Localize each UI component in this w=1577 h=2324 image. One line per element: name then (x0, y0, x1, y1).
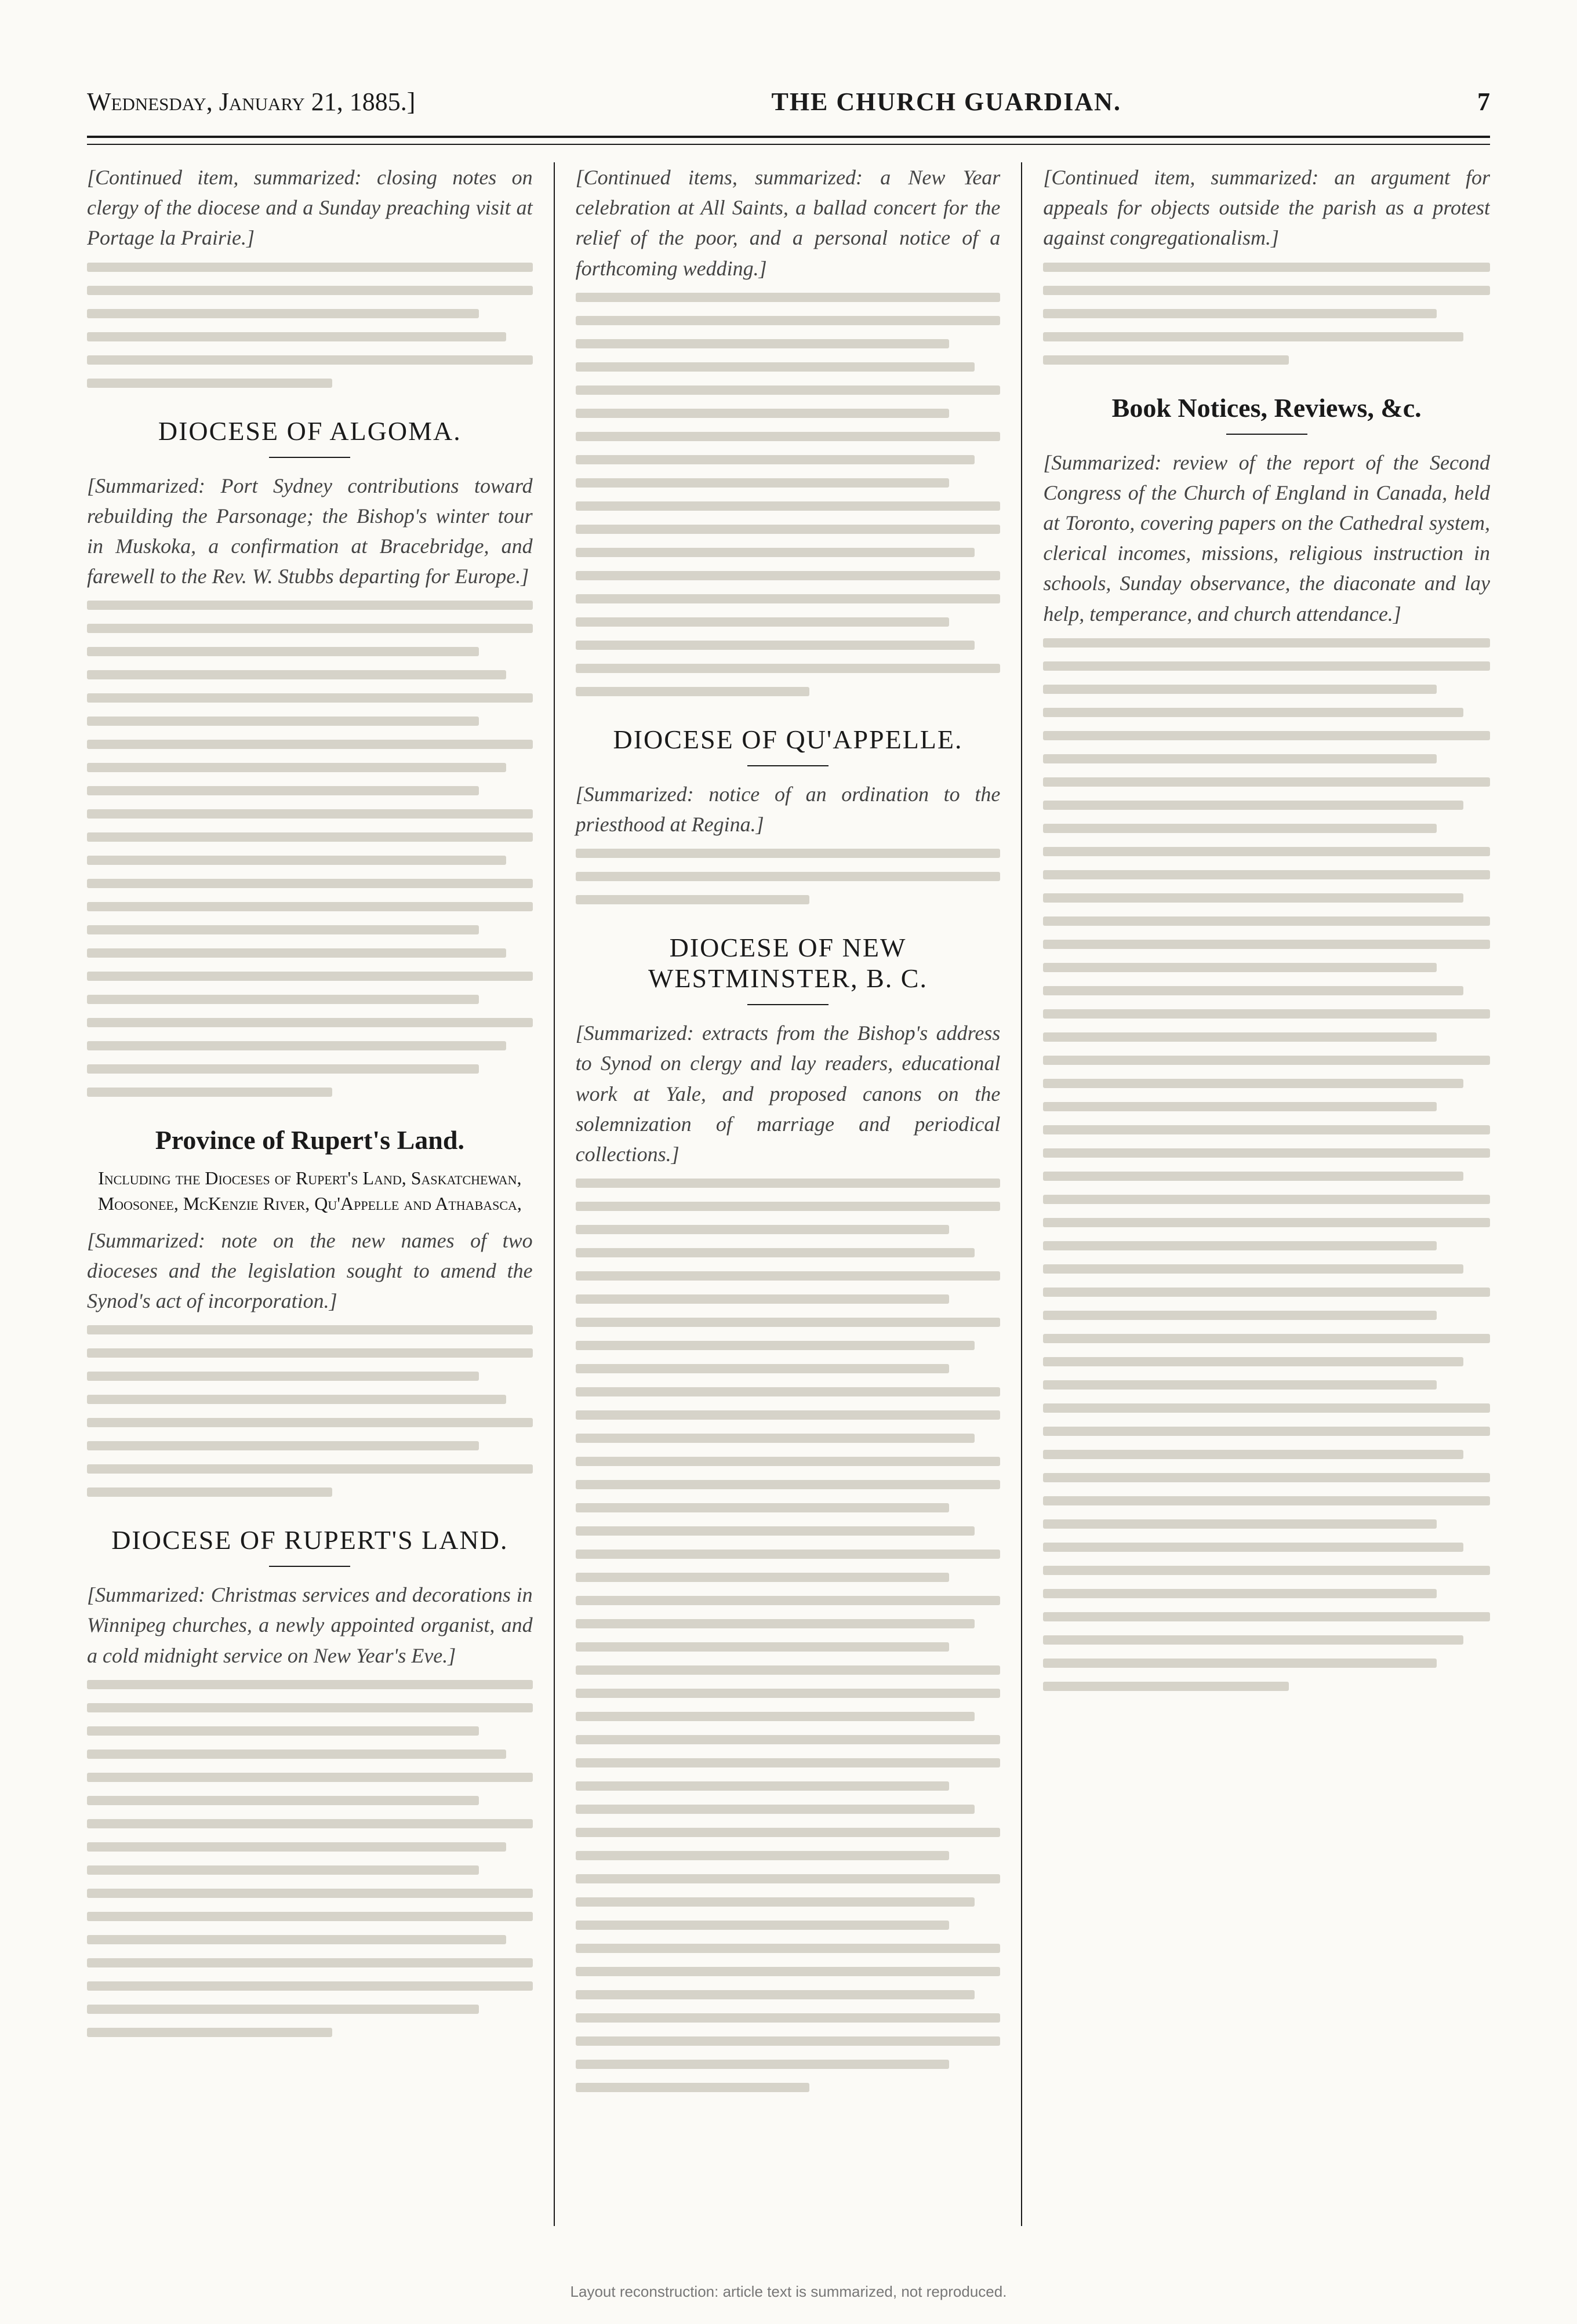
text-line-placeholder (1043, 1635, 1463, 1645)
section-heading: DIOCESE OF NEW WESTMINSTER, B. C. (648, 933, 928, 994)
newspaper-title: THE CHURCH GUARDIAN. (771, 88, 1121, 116)
text-line-placeholder (576, 1758, 1001, 1767)
text-line-placeholder (576, 895, 809, 904)
text-line-placeholder (1043, 1264, 1463, 1274)
text-line-placeholder (87, 1912, 533, 1921)
text-line-placeholder (576, 1828, 1001, 1837)
text-line-placeholder (87, 2005, 479, 2014)
text-line-placeholder (576, 1271, 1001, 1281)
text-line-placeholder (576, 641, 975, 650)
text-line-placeholder (87, 1750, 506, 1759)
text-line-placeholder (1043, 1659, 1436, 1668)
text-line-placeholder (576, 1248, 975, 1257)
text-line-placeholder (1043, 1241, 1436, 1250)
text-line-placeholder (576, 1573, 950, 1582)
article-section (87, 162, 533, 388)
article-summary: [Summarized: note on the new names of two dioceses and the legislation sought to amend the Synod's act of incorporation.] (87, 1228, 533, 1313)
text-line-placeholder (576, 1967, 1001, 1976)
text-line-placeholder (1043, 1148, 1490, 1158)
text-line-placeholder (87, 856, 506, 865)
text-line-placeholder (576, 571, 1001, 580)
text-line-placeholder (576, 1897, 975, 1907)
text-line-placeholder (576, 1318, 1001, 1327)
text-line-placeholder (87, 332, 506, 341)
text-line-placeholder (576, 1805, 975, 1814)
section-subhead: Including the Dioceses of Rupert's Land, Saskatchewan, Moosonee, McKenzie River, Qu'Appelle and Athabasca, (97, 1168, 522, 1214)
text-line-placeholder (576, 432, 1001, 441)
column-1 (87, 162, 555, 2226)
article-summary: [Summarized: Port Sydney contributions toward rebuilding the Parsonage; the Bishop's winter tour in Muskoka, a confirmation at Bracebridge, and farewell to the Rev. W. Stubbs departing for Europe.] (87, 474, 533, 588)
text-line-placeholder (576, 1457, 1001, 1466)
text-line-placeholder (1043, 286, 1490, 295)
text-line-placeholder (87, 1981, 533, 1991)
text-line-placeholder (576, 1689, 1001, 1698)
text-line-placeholder (87, 809, 533, 819)
text-line-placeholder (1043, 916, 1490, 926)
text-line-placeholder (576, 617, 950, 627)
text-line-placeholder (87, 693, 533, 703)
text-line-placeholder (1043, 1334, 1490, 1343)
text-line-placeholder (87, 263, 533, 272)
text-line-placeholder (1043, 963, 1436, 972)
article-section (87, 1125, 533, 1497)
text-line-placeholder (576, 409, 950, 418)
text-line-placeholder (1043, 1519, 1436, 1529)
text-line-placeholder (576, 872, 1001, 881)
text-placeholder (1043, 263, 1490, 365)
text-line-placeholder (576, 687, 809, 696)
text-placeholder (87, 263, 533, 388)
text-line-placeholder (1043, 1589, 1436, 1598)
text-line-placeholder (1043, 986, 1463, 995)
text-line-placeholder (1043, 1357, 1463, 1366)
text-line-placeholder (87, 1325, 533, 1334)
article-section (87, 1525, 533, 2037)
text-line-placeholder (1043, 1496, 1490, 1505)
text-line-placeholder (87, 1088, 332, 1097)
text-line-placeholder (576, 1550, 1001, 1559)
text-line-placeholder (1043, 1172, 1463, 1181)
article-section (1043, 162, 1490, 365)
text-line-placeholder (1043, 1566, 1490, 1575)
heading-rule (747, 1004, 829, 1005)
text-line-placeholder (576, 1781, 950, 1791)
text-placeholder (576, 293, 1001, 696)
text-line-placeholder (87, 1796, 479, 1805)
column-2 (555, 162, 1023, 2226)
text-line-placeholder (87, 948, 506, 958)
article-section (576, 932, 1001, 2092)
text-line-placeholder (576, 2083, 809, 2092)
text-line-placeholder (1043, 801, 1463, 810)
text-line-placeholder (576, 1179, 1001, 1188)
text-placeholder (576, 849, 1001, 904)
text-line-placeholder (87, 309, 479, 318)
text-line-placeholder (1043, 708, 1463, 717)
text-line-placeholder (576, 1526, 975, 1536)
text-line-placeholder (87, 1348, 533, 1358)
text-line-placeholder (1043, 1125, 1490, 1134)
text-line-placeholder (1043, 1218, 1490, 1227)
heading-rule (1226, 434, 1307, 435)
section-heading: Book Notices, Reviews, &c. (1111, 392, 1422, 423)
text-line-placeholder (87, 786, 479, 795)
text-line-placeholder (1043, 1543, 1463, 1552)
text-line-placeholder (576, 1944, 1001, 1953)
text-line-placeholder (1043, 731, 1490, 740)
text-line-placeholder (1043, 754, 1436, 763)
text-line-placeholder (87, 1487, 332, 1497)
text-line-placeholder (87, 1064, 479, 1074)
article-summary: [Continued items, summarized: a New Year celebration at All Saints, a ballad concert for the relief of the poor, and a personal notice of a forthcoming wedding.] (575, 166, 1001, 280)
reconstruction-note: Layout reconstruction: article text is summarized, not reproduced. (570, 2283, 1007, 2300)
article-summary: [Summarized: extracts from the Bishop's address to Synod on clergy and lay readers, educational work at Yale, and proposed canons on the solemnization of marriage and periodical collections.] (575, 1021, 1001, 1166)
text-line-placeholder (576, 1434, 975, 1443)
text-line-placeholder (576, 1503, 950, 1512)
section-heading: DIOCESE OF ALGOMA. (158, 416, 462, 446)
text-line-placeholder (87, 1018, 533, 1027)
text-line-placeholder (87, 286, 533, 295)
heading-rule (269, 457, 350, 458)
text-line-placeholder (87, 1441, 479, 1450)
text-line-placeholder (576, 362, 975, 372)
text-line-placeholder (87, 624, 533, 633)
text-line-placeholder (1043, 309, 1436, 318)
text-line-placeholder (1043, 1102, 1436, 1111)
text-line-placeholder (576, 1921, 950, 1930)
text-line-placeholder (1043, 870, 1490, 879)
text-line-placeholder (87, 601, 533, 610)
text-line-placeholder (87, 1773, 533, 1782)
text-line-placeholder (576, 1225, 950, 1234)
text-line-placeholder (87, 902, 533, 911)
text-line-placeholder (576, 2013, 1001, 2023)
text-line-placeholder (87, 995, 479, 1004)
text-line-placeholder (576, 339, 950, 348)
text-placeholder (1043, 638, 1490, 1691)
text-line-placeholder (1043, 1612, 1490, 1621)
text-line-placeholder (87, 1935, 506, 1944)
text-line-placeholder (576, 1294, 950, 1304)
text-line-placeholder (87, 1819, 533, 1828)
text-placeholder (87, 601, 533, 1097)
text-line-placeholder (576, 2060, 950, 2069)
text-line-placeholder (1043, 1473, 1490, 1482)
text-line-placeholder (576, 478, 950, 488)
text-line-placeholder (576, 664, 1001, 673)
text-line-placeholder (87, 1041, 506, 1050)
text-line-placeholder (576, 1642, 950, 1652)
text-line-placeholder (1043, 1380, 1436, 1390)
text-line-placeholder (1043, 1427, 1490, 1436)
text-line-placeholder (87, 832, 533, 842)
section-heading: DIOCESE OF QU'APPELLE. (613, 724, 963, 754)
text-line-placeholder (1043, 847, 1490, 856)
article-section (1043, 392, 1490, 1691)
text-columns (87, 162, 1490, 2226)
text-line-placeholder (1043, 940, 1490, 949)
text-line-placeholder (576, 1619, 975, 1628)
text-line-placeholder (87, 1372, 479, 1381)
text-line-placeholder (87, 879, 533, 888)
text-line-placeholder (1043, 1311, 1436, 1320)
text-line-placeholder (87, 379, 332, 388)
article-summary: [Summarized: review of the report of the Second Congress of the Church of England in Canada, held at Toronto, covering papers on the Cathedral system, clerical incomes, missions, religious instruction in schools, Sunday observance, the diaconate and lay help, temperance, and church attendance.] (1043, 450, 1490, 625)
text-line-placeholder (1043, 1056, 1490, 1065)
text-line-placeholder (87, 1680, 533, 1689)
text-line-placeholder (576, 1410, 1001, 1420)
text-line-placeholder (87, 670, 506, 679)
article-summary: [Summarized: notice of an ordination to the priesthood at Regina.] (575, 782, 1001, 836)
page-number: 7 (1477, 88, 1490, 116)
text-line-placeholder (576, 1596, 1001, 1605)
text-line-placeholder (1043, 332, 1463, 341)
heading-rule (747, 765, 829, 766)
text-line-placeholder (576, 385, 1001, 395)
text-line-placeholder (1043, 263, 1490, 272)
article-section (87, 416, 533, 1097)
text-line-placeholder (1043, 1009, 1490, 1019)
article-summary: [Continued item, summarized: an argument for appeals for objects outside the parish as a protest against congregationalism.] (1043, 166, 1490, 250)
text-line-placeholder (87, 717, 479, 726)
masthead-rule (87, 136, 1490, 145)
text-line-placeholder (1043, 1403, 1490, 1413)
text-line-placeholder (1043, 1288, 1490, 1297)
text-line-placeholder (576, 1341, 975, 1350)
text-line-placeholder (576, 1735, 1001, 1744)
text-line-placeholder (1043, 1079, 1463, 1088)
masthead (87, 87, 1490, 133)
text-line-placeholder (87, 740, 533, 749)
text-line-placeholder (87, 763, 506, 772)
text-line-placeholder (576, 2036, 1001, 2046)
text-line-placeholder (1043, 661, 1490, 671)
text-line-placeholder (1043, 355, 1289, 365)
text-line-placeholder (576, 1387, 1001, 1396)
text-line-placeholder (576, 548, 975, 557)
text-line-placeholder (1043, 1032, 1436, 1042)
text-line-placeholder (576, 525, 1001, 534)
text-line-placeholder (1043, 824, 1436, 833)
text-line-placeholder (87, 1958, 533, 1967)
text-line-placeholder (87, 355, 533, 365)
text-line-placeholder (576, 1874, 1001, 1883)
text-line-placeholder (576, 293, 1001, 302)
text-line-placeholder (576, 501, 1001, 511)
column-3 (1022, 162, 1490, 2226)
text-line-placeholder (576, 1480, 1001, 1489)
text-line-placeholder (576, 1851, 950, 1860)
text-line-placeholder (87, 2028, 332, 2037)
text-line-placeholder (1043, 1682, 1289, 1691)
text-line-placeholder (576, 1364, 950, 1373)
text-line-placeholder (1043, 777, 1490, 787)
text-placeholder (87, 1325, 533, 1497)
text-line-placeholder (1043, 1195, 1490, 1204)
text-line-placeholder (87, 647, 479, 656)
text-line-placeholder (1043, 893, 1463, 903)
text-line-placeholder (87, 925, 479, 934)
issue-date: Wednesday, January 21, 1885.] (87, 88, 416, 116)
text-line-placeholder (1043, 638, 1490, 648)
text-line-placeholder (87, 1464, 533, 1474)
article-section (576, 724, 1001, 904)
text-line-placeholder (87, 1889, 533, 1898)
text-line-placeholder (576, 1665, 1001, 1675)
section-heading: DIOCESE OF RUPERT'S LAND. (111, 1525, 508, 1555)
article-summary: [Summarized: Christmas services and decorations in Winnipeg churches, a newly appointed organist, and a cold midnight service on New Year's Eve.] (87, 1583, 533, 1667)
text-line-placeholder (576, 849, 1001, 858)
text-line-placeholder (87, 1395, 506, 1404)
text-line-placeholder (87, 1865, 479, 1875)
text-placeholder (87, 1680, 533, 2037)
article-section (576, 162, 1001, 696)
text-line-placeholder (1043, 685, 1436, 694)
text-line-placeholder (87, 1703, 533, 1712)
text-line-placeholder (87, 1726, 479, 1736)
text-placeholder (576, 1179, 1001, 2092)
article-summary: [Continued item, summarized: closing notes on clergy of the diocese and a Sunday preaching visit at Portage la Prairie.] (87, 166, 533, 250)
text-line-placeholder (576, 455, 975, 464)
text-line-placeholder (1043, 1450, 1463, 1459)
text-line-placeholder (87, 1842, 506, 1852)
text-line-placeholder (576, 594, 1001, 603)
text-line-placeholder (87, 1418, 533, 1427)
text-line-placeholder (576, 1990, 975, 1999)
text-line-placeholder (576, 316, 1001, 325)
heading-rule (269, 1566, 350, 1567)
text-line-placeholder (87, 972, 533, 981)
section-heading: Province of Rupert's Land. (155, 1125, 464, 1155)
text-line-placeholder (576, 1712, 975, 1721)
text-line-placeholder (576, 1202, 1001, 1211)
